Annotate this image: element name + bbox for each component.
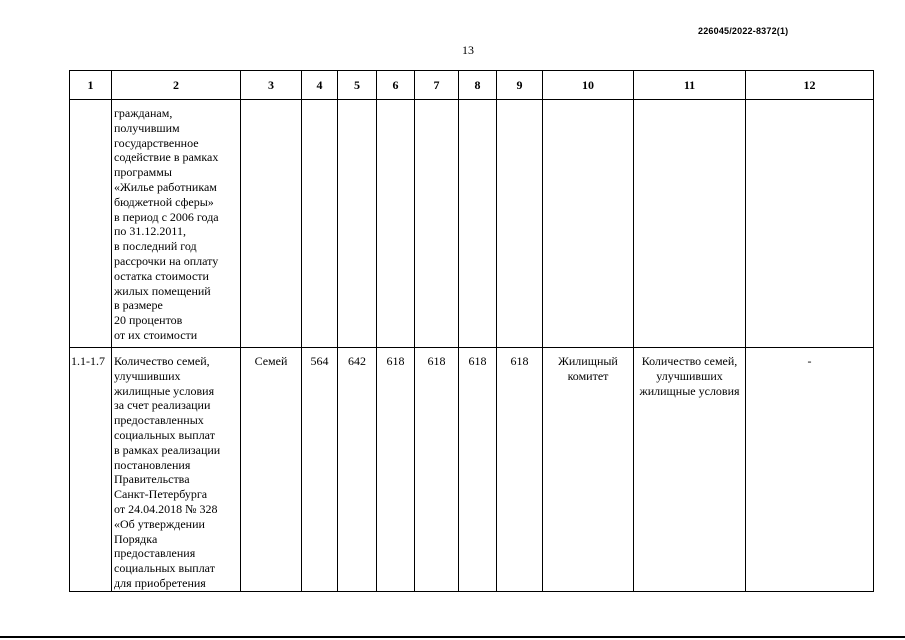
table-row-1-1-1-7 (70, 348, 874, 592)
row1-code-cell (70, 100, 112, 348)
row2-note: - (746, 348, 874, 592)
indicators-table (69, 70, 874, 592)
column-header-12: 12 (746, 71, 874, 100)
row2-value-col7: 618 (415, 348, 459, 592)
row2-code: 1.1-1.7 (70, 348, 112, 592)
row1-value-cell (415, 100, 459, 348)
row2-value-col6: 618 (377, 348, 415, 592)
column-header-8: 8 (459, 71, 497, 100)
row2-value-col5: 642 (338, 348, 377, 592)
row1-indicator-name-cell (634, 100, 746, 348)
row1-note-cell (746, 100, 874, 348)
column-header-3: 3 (241, 71, 302, 100)
row2-indicator-name: Количество семей, улучшивших жилищные условия (634, 348, 746, 592)
column-header-9: 9 (497, 71, 543, 100)
row2-unit: Семей (241, 348, 302, 592)
page-bottom-edge (0, 636, 905, 638)
column-header-6: 6 (377, 71, 415, 100)
column-header-5: 5 (338, 71, 377, 100)
row2-value-col9: 618 (497, 348, 543, 592)
row2-indicator-description: Количество семей, улучшивших жилищные условия за счет реализации предоставленных социальных выплат в рамках реализации постановления Правительства Санкт-Петербурга от 24.04.2018 № 328 «Об утверждении Порядка предоставления социальных выплат для приобретения (112, 348, 241, 592)
table-row-continuation (70, 100, 874, 348)
row1-responsible-cell (543, 100, 634, 348)
row2-responsible-executor: Жилищный комитет (543, 348, 634, 592)
column-header-1: 1 (70, 71, 112, 100)
column-header-10: 10 (543, 71, 634, 100)
column-header-4: 4 (302, 71, 338, 100)
row1-value-cell (302, 100, 338, 348)
column-number-header-row (70, 71, 874, 100)
row1-value-cell (459, 100, 497, 348)
row2-value-col8: 618 (459, 348, 497, 592)
row1-value-cell (338, 100, 377, 348)
column-header-7: 7 (415, 71, 459, 100)
row1-unit-cell (241, 100, 302, 348)
row1-value-cell (377, 100, 415, 348)
page-number: 13 (462, 43, 474, 57)
column-header-11: 11 (634, 71, 746, 100)
row2-value-col4: 564 (302, 348, 338, 592)
document-registration-number: 226045/2022-8372(1) (698, 26, 789, 36)
row1-value-cell (497, 100, 543, 348)
column-header-2: 2 (112, 71, 241, 100)
row1-indicator-description: гражданам, получившим государственное содействие в рамках программы «Жилье работникам бюджетной сферы» в период с 2006 года по 31.12.2011, в последний год рассрочки на оплату остатка стоимости жилых помещений в размере 20 процентов от их стоимости (112, 100, 241, 348)
